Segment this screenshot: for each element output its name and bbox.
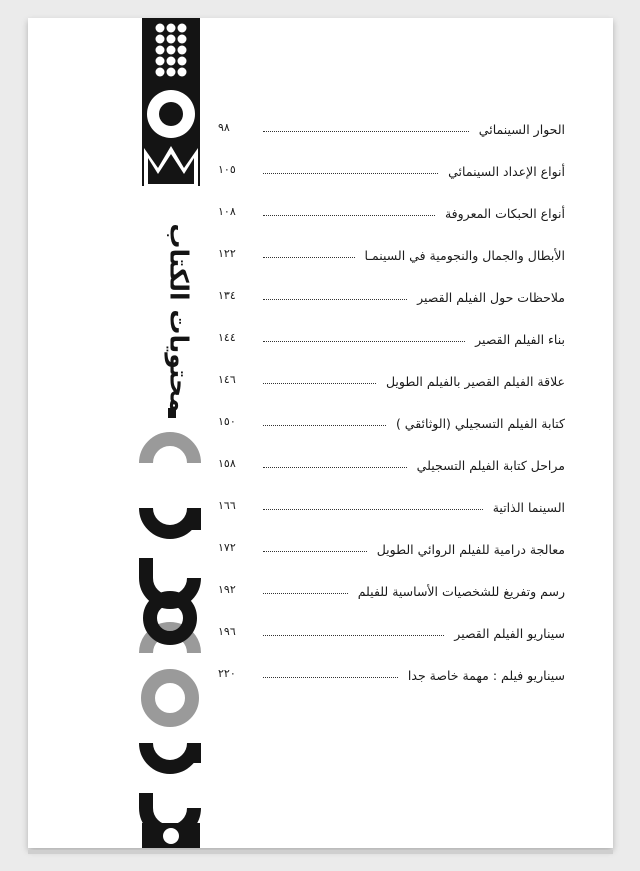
toc-dot-leader: [263, 509, 483, 510]
toc-entry-title: أنواع الحبكات المعروفة: [444, 206, 565, 221]
toc-entry: [208, 164, 565, 206]
toc-entry: [208, 542, 565, 584]
toc-entry-title: الحوار السينمائي: [478, 122, 565, 137]
toc-dot-leader: [263, 215, 435, 216]
toc-entry-title: أنواع الإعداد السينمائي: [448, 164, 565, 179]
dot-grid: [156, 24, 187, 77]
toc-entry: [208, 458, 565, 500]
toc-entry: [208, 122, 565, 164]
toc-dot-leader: [263, 467, 407, 468]
toc-entry-page: ١٩٢: [218, 583, 236, 596]
toc-dot-leader: [263, 257, 355, 258]
toc-entry-page: ١٢٢: [218, 247, 236, 260]
table-of-contents: [208, 122, 565, 710]
toc-entry-page: ١٠٥: [218, 163, 236, 176]
toc-entry-title: مراحل كتابة الفيلم التسجيلي: [416, 458, 565, 473]
toc-dot-leader: [263, 677, 398, 678]
toc-entry-title: ملاحظات حول الفيلم القصير: [417, 290, 565, 305]
toc-entry-page: ١٥٠: [218, 415, 236, 428]
toc-entry-page: ٩٨: [218, 121, 230, 134]
toc-dot-leader: [263, 173, 438, 174]
toc-entry: [208, 290, 565, 332]
toc-dot-leader: [263, 299, 407, 300]
toc-entry: [208, 416, 565, 458]
toc-dot-leader: [263, 635, 444, 636]
toc-entry-title: كتابة الفيلم التسجيلي (الوثائقي ): [395, 416, 565, 431]
toc-entry-title: سيناريو فيلم : مهمة خاصة جدا: [407, 668, 565, 683]
toc-entry-page: ١٥٨: [218, 457, 236, 470]
toc-entry: [208, 206, 565, 248]
toc-entry: [208, 584, 565, 626]
toc-entry-title: سيناريو الفيلم القصير: [454, 626, 565, 641]
toc-entry-page: ١٤٦: [218, 373, 236, 386]
toc-entry-page: ١٧٢: [218, 541, 236, 554]
toc-dot-leader: [263, 593, 348, 594]
toc-entry-page: ١٦٦: [218, 499, 236, 512]
toc-entry-title: معالجة درامية للفيلم الروائي الطويل: [376, 542, 565, 557]
page-edge: [28, 850, 613, 854]
toc-entry: [208, 626, 565, 668]
toc-entry-title: السينما الذاتية: [492, 500, 565, 515]
toc-dot-leader: [263, 551, 367, 552]
book-page: [28, 18, 613, 848]
toc-entry-title: بناء الفيلم القصير: [475, 332, 565, 347]
toc-dot-leader: [263, 383, 376, 384]
toc-entry-page: ١٩٦: [218, 625, 236, 638]
toc-entry-page: ٢٢٠: [218, 667, 236, 680]
contents-heading: [144, 218, 214, 418]
toc-entry-title: علاقة الفيلم القصير بالفيلم الطويل: [385, 374, 565, 389]
toc-entry-page: ١٠٨: [218, 205, 236, 218]
toc-entry: [208, 332, 565, 374]
toc-entry-title: الأبطال والجمال والنجومية في السينمـا: [364, 248, 565, 263]
toc-entry: [208, 500, 565, 542]
contents-heading-text: محتويات الكتاب: [164, 223, 194, 413]
decorative-side-art: [138, 18, 218, 848]
toc-dot-leader: [263, 425, 386, 426]
toc-dot-leader: [263, 131, 469, 132]
toc-entry: [208, 248, 565, 290]
toc-entry: [208, 668, 565, 710]
toc-dot-leader: [263, 341, 465, 342]
toc-entry: [208, 374, 565, 416]
toc-entry-page: ١٤٤: [218, 331, 236, 344]
toc-entry-page: ١٣٤: [218, 289, 236, 302]
toc-entry-title: رسم وتفريغ للشخصيات الأساسية للفيلم: [357, 584, 565, 599]
gray-ring-shapes: [146, 439, 194, 720]
